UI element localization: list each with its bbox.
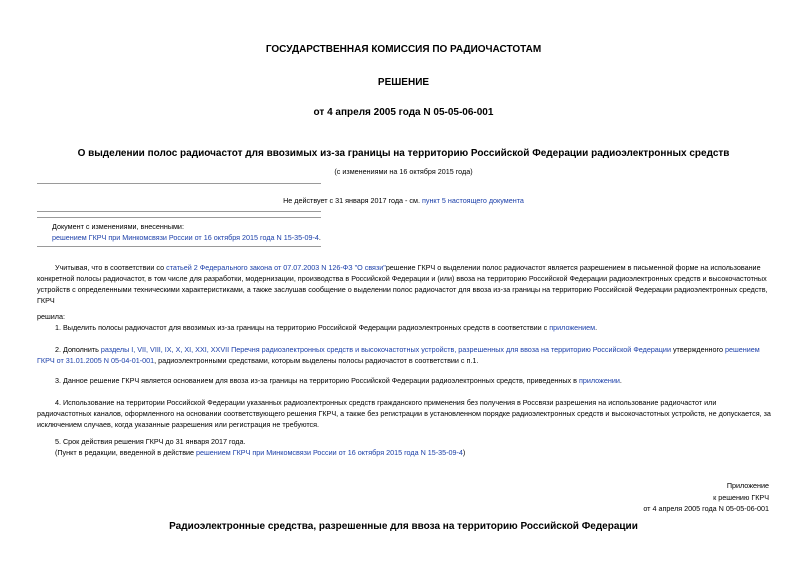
document-title: О выделении полос радиочастот для ввозимых из-за границы на территорию Российской Федерации радиоэлектронных средств: [77, 148, 730, 159]
status-line: [0, 195, 807, 206]
changes-tail: .: [318, 233, 321, 242]
appendix-link[interactable]: приложении: [578, 376, 620, 385]
status-text: Не действует с 31 января 2017 года - см.: [283, 196, 422, 205]
changes-label: Документ с изменениями, внесенными:: [52, 222, 184, 231]
status-link[interactable]: пункт 5 настоящего документа: [421, 196, 524, 205]
item-2-text: 2. Дополнить: [55, 345, 101, 354]
item-2: [37, 344, 772, 366]
divider: [37, 183, 321, 184]
item-2-mid: утвержденного: [670, 345, 725, 354]
item-5-note-tail: ): [462, 448, 466, 457]
sections-link[interactable]: разделы I, VII, VIII, IX, X, XI, XXI, XXVII Перечня радиоэлектронных средств и высокочастотных устройств, разрешенных для ввоза на территорию Российской Федерации: [100, 345, 671, 354]
document-type: РЕШЕНИЕ: [377, 77, 430, 88]
item-5-text: 5. Срок действия решения ГКРЧ до 31 января 2017 года.: [55, 437, 246, 446]
item-2-tail: , радиоэлектронными средствами, которым выделены полосы радиочастот в соответствии с п.1.: [154, 356, 479, 365]
appendix-header: [643, 480, 769, 515]
preamble-text-cont: решение ГКРЧ о выделении полос радиочастот является разрешением в письменной форме на использование конкретной полосы радиочастот, в том числе для разработки, модернизации, производства в Российской Федерации и (или) ввоза на территорию Российской Федерации радиоэлектронных средств и высокочастотных устройств с определенными техническими характеристиками, а также заслушав сообщение о выделении полос радиочастот для ввоза из-за границы на территорию Российской Федерации радиоэлектронных средств, ГКРЧ: [37, 263, 768, 305]
amendment-link[interactable]: решением ГКРЧ при Минкомсвязи России от 16 октября 2015 года N 15-35-09-4: [196, 448, 463, 457]
decision-link[interactable]: решением ГКРЧ от 31.01.2005 N 05-04-01-001: [37, 345, 760, 365]
preamble-text: Учитывая, что в соответствии со: [55, 263, 167, 272]
item-5-note: (Пункт в редакции, введенной в действие: [55, 448, 197, 457]
item-3-text: 3. Данное решение ГКРЧ является основанием для ввоза из-за границы на территорию Российской Федерации радиоэлектронных средств, приведенных в: [55, 376, 579, 385]
law-link[interactable]: статьей 2 Федерального закона от 07.07.2003 N 126-ФЗ "О связи": [166, 263, 386, 272]
appendix-line-2: к решению ГКРЧ: [713, 492, 769, 502]
item-1: [37, 322, 772, 333]
divider: [37, 217, 321, 218]
appendix-link[interactable]: приложением: [549, 323, 596, 332]
appendix-line-1: Приложение: [726, 481, 769, 490]
item-3: [37, 375, 772, 386]
changes-link[interactable]: решением ГКРЧ при Минкомсвязи России от 16 октября 2015 года N 15-35-09-4: [52, 233, 319, 242]
amendment-note: (с изменениями на 16 октября 2015 года): [334, 167, 473, 176]
item-4: 4. Использование на территории Российской Федерации указанных радиоэлектронных средств гражданского применения без получения в Россвязи разрешения на использование радиочастот или радиочастотных каналов, оформленного на основании соответствующего решения ГКРЧ, а также без регистрации в установленном порядке радиоэлектронных средств и высокочастотных устройств, не допускается, за исключением случаев, когда указанные разрешения или регистрация не требуются.: [37, 398, 771, 429]
appendix-line-3: от 4 апреля 2005 года N 05-05-06-001: [643, 504, 769, 513]
divider: [37, 211, 321, 212]
item-1-tail: .: [595, 323, 598, 332]
changes-block: [52, 221, 321, 243]
divider: [37, 246, 321, 247]
preamble-paragraph: [37, 262, 772, 306]
decided-label: решила:: [37, 312, 65, 321]
item-5: [37, 436, 772, 458]
appendix-title: Радиоэлектронные средства, разрешенные для ввоза на территорию Российской Федерации: [169, 521, 638, 532]
item-1-text: 1. Выделить полосы радиочастот для ввозимых из-за границы на территорию Российской Федерации радиоэлектронных средств в соответствии с: [55, 323, 550, 332]
item-3-tail: .: [619, 376, 622, 385]
document-date-number: от 4 апреля 2005 года N 05-05-06-001: [313, 107, 494, 118]
issuer-title: ГОСУДАРСТВЕННАЯ КОМИССИЯ ПО РАДИОЧАСТОТАМ: [265, 44, 542, 55]
